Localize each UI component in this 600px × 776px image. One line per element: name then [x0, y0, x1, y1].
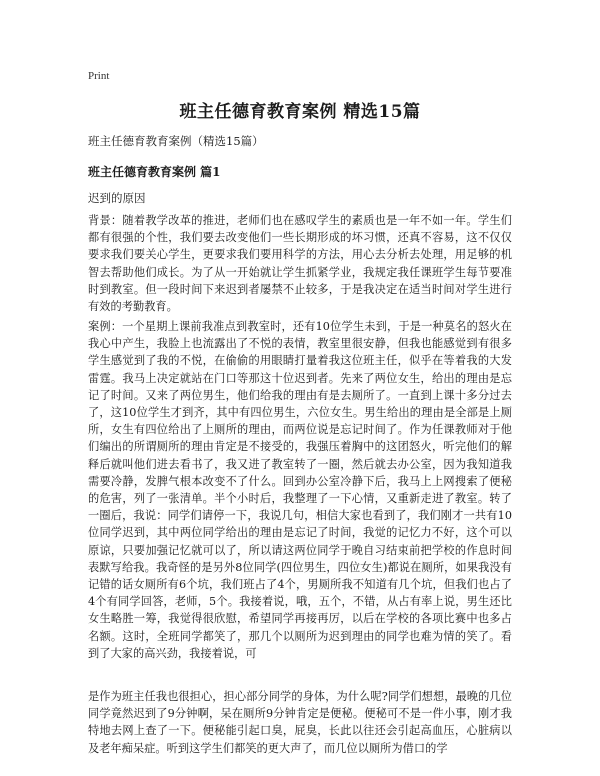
- print-link[interactable]: Print: [88, 70, 110, 82]
- paragraph-background: 背景：随着教学改革的推进，老师们也在感叹学生的素质也是一年不如一年。学生们都有很强的个性，我们要去改变他们一些长期形成的坏习惯，还真不容易，这不仅仅要求我们要关心学生，更要求我们要用科学的方法，用心去分析去处理，用足够的机智去帮助他们成长。为了从一开始就让学生抓紧学业，我规定我任课班学生每节要准时到教室。但一段时间下来迟到者屡禁不止较多，于是我决定在适当时间对学生进行有效的考勤教育。: [88, 214, 512, 314]
- page-title: 班主任德育教育案例 精选15篇: [179, 102, 421, 122]
- section-heading: 班主任德育教育案例 篇1: [88, 165, 221, 179]
- document-subtitle: 班主任德育教育案例（精选15篇）: [88, 134, 264, 148]
- paragraph-case: 案例：一个星期上课前我准点到教室时，还有10位学生未到，于是一种莫名的怒火在我心中产生，我脸上也流露出了不悦的表情，教室里很安静，但我也能感觉到有很多学生感觉到了我的不悦，在偷偷的用眼睛打量着我这位班主任，似乎在等着我的大发雷霆。我马上决定就站在门口等那这十位迟到者。先来了两位女生，给出的理由是忘记了时间。又来了两位男生，他们给我的理由有是去厕所了。一直到上课十多分过去了，这10位学生才到齐，其中有四位男生，六位女生。男生给出的理由是全部是上厕所，女生有四位给出了上厕所的理由，而两位说是忘记时间了。作为任课教师对于他们编出的所谓厕所的理由肯定是不接受的，我强压着胸中的这团怒火，听完他们的解释后就叫他们进去看书了，我又进了教室转了一圈，然后就去办公室，因为我知道我需要冷静，发脾气根本改变不了什么。回到办公室冷静下后，我马上上网搜索了便秘的危害，列了一张清单。半个小时后，我整理了一下心情，又重新走进了教室。转了一圈后，我说：同学们请停一下，我说几句，相信大家也看到了，我们刚才一共有10位同学迟到，其中两位同学给出的理由是忘记了时间，我觉的记忆力不好，这个可以原谅，只要加强记忆就可以了，所以请这两位同学于晚自习结束前把学校的作息时间表默写给我。我奇怪的是另外8位同学(四位男生，四位女生)都说在厕所，如果我没有记错的话女厕所有6个坑，我们班占了4个，男厕所我不知道有几个坑，但我们也占了4个有同学回答，老师，5个。我接着说，哦，五个，不错，从占有率上说，男生还比女生略胜一筹，我觉得很欣慰，希望同学再接再厉，以后在学校的各项比赛中也多占名额。这时，全班同学都笑了，那几个以厕所为迟到理由的同学也难为情的笑了。看到了大家的高兴劲，我接着说，可: [88, 320, 512, 660]
- section-label: 迟到的原因: [88, 191, 146, 205]
- paragraph-continuation: 是作为班主任我也很担心，担心部分同学的身体，为什么呢?同学们想想，最晚的几位同学竟然迟到了9分钟啊，呆在厕所9分钟肯定是便秘。便秘可不是一件小事，刚才我特地去网上查了一下。便秘能引起口臭，屁臭，长此以往还会引起高血压，心脏病以及老年痴呆症。听到这学生们都笑的更大声了，而几位以厕所为借口的学: [88, 690, 512, 755]
